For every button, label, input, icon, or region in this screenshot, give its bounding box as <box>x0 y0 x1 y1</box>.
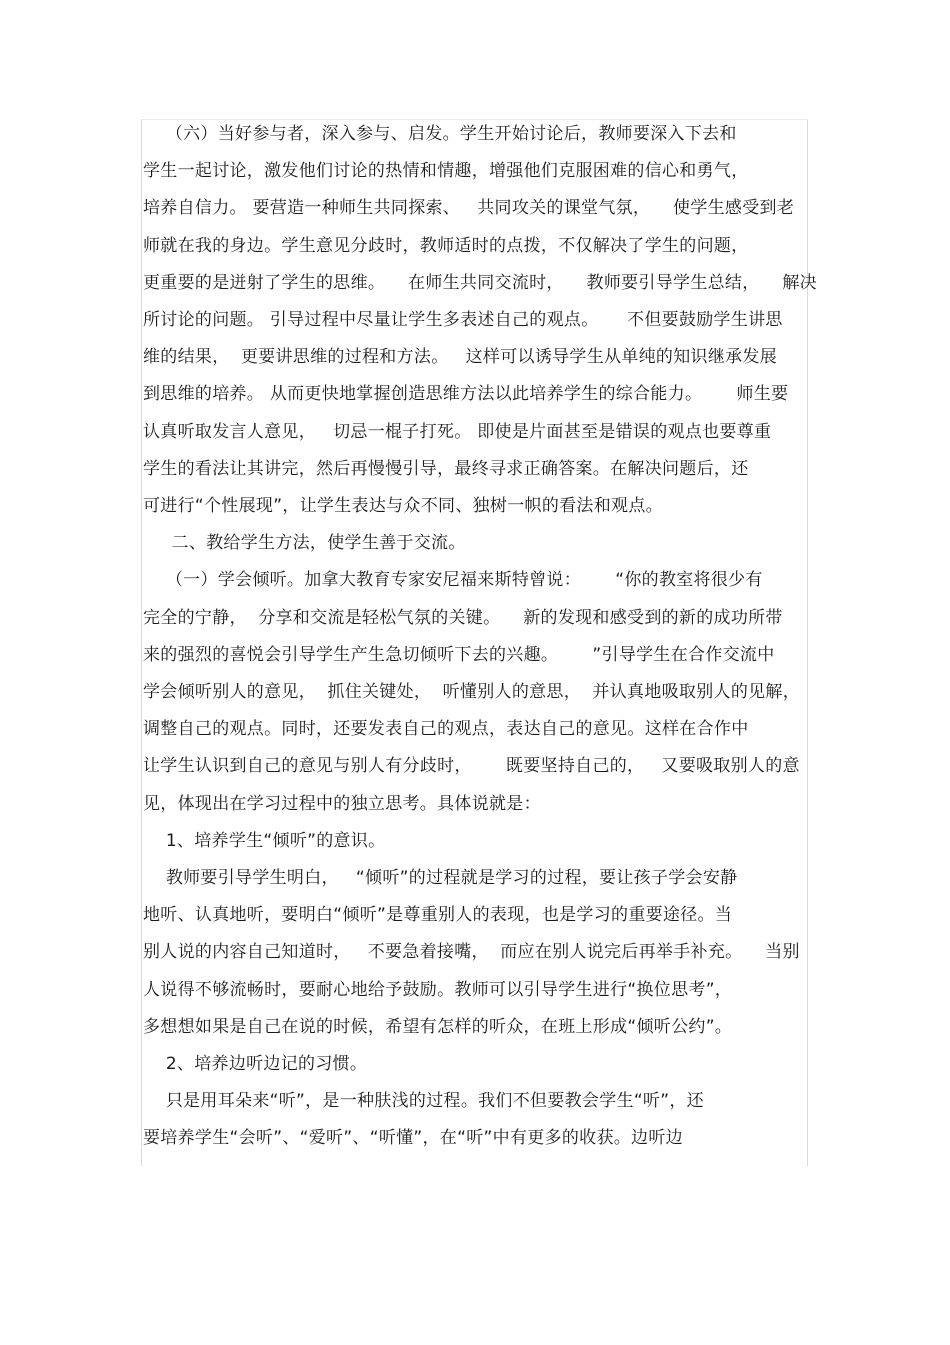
text-line: 学会倾听别人的意见， 抓住关键处， 听懂别人的意思， 并认真地吸取别人的见解， <box>143 682 801 702</box>
text-line: 所讨论的问题。 引导过程中尽量让学生多表述自己的观点。 不但要鼓励学生讲思 <box>143 310 783 330</box>
text-line: 调整自己的观点。同时，还要发表自己的观点，表达自己的意见。这样在合作中 <box>143 719 749 739</box>
text-line: 多想想如果是自己在说的时候，希望有怎样的听众，在班上形成“倾听公约”。 <box>143 1017 733 1037</box>
text-line: 认真听取发言人意见， 切忌一棍子打死。 即使是片面甚至是错误的观点也要尊重 <box>143 422 772 442</box>
text-line: 见，体现出在学习过程中的独立思考。具体说就是： <box>143 794 541 814</box>
text-line: 到思维的培养。 从而更快地掌握创造思维方法以此培养学生的综合能力。 师生要 <box>143 384 789 404</box>
text-line: 学生的看法让其讲完，然后再慢慢引导，最终寻求正确答案。在解决问题后，还 <box>143 459 749 479</box>
text-line: 2、培养边听边记的习惯。 <box>143 1054 368 1074</box>
text-line: 可进行“个性展现”，让学生表达与众不同、独树一帜的看法和观点。 <box>143 496 663 516</box>
text-line: 维的结果， 更要讲思维的过程和方法。 这样可以诱导学生从单纯的知识继承发展 <box>143 347 778 367</box>
text-line: 地听、认真地听，要明白“倾听”是尊重别人的表现，也是学习的重要途径。当 <box>143 905 733 925</box>
text-line: 学生一起讨论，激发他们讨论的热情和情趣，增强他们克服困难的信心和勇气， <box>143 161 749 181</box>
text-line: 教师要引导学生明白， “倾听”的过程就是学习的过程，要让孩子学会安静 <box>143 868 738 888</box>
text-line: 更重要的是迸射了学生的思维。 在师生共同交流时， 教师要引导学生总结， 解决 <box>143 273 817 293</box>
text-line: （一）学会倾听。加拿大教育专家安尼福来斯特曾说： “你的教室将很少有 <box>143 570 763 590</box>
text-line: 1、培养学生“倾听”的意识。 <box>143 831 386 851</box>
text-line: 师就在我的身边。学生意见分歧时，教师适时的点拨，不仅解决了学生的问题， <box>143 236 749 256</box>
text-line: 人说得不够流畅时，要耐心地给予鼓励。教师可以引导学生进行“换位思考”， <box>143 980 733 1000</box>
text-line: 让学生认识到自己的意见与别人有分歧时， 既要坚持自己的， 又要吸取别人的意 <box>143 756 800 776</box>
text-line: 二、教给学生方法，使学生善于交流。 <box>143 533 466 553</box>
text-line: 培养自信力。 要营造一种师生共同探索、 共同攻关的课堂气氛， 使学生感受到老 <box>143 198 795 218</box>
text-line: 只是用耳朵来“听”，是一种肤浅的过程。我们不但要教会学生“听”，还 <box>143 1091 704 1111</box>
text-line: 别人说的内容自己知道时， 不要急着接嘴， 而应在别人说完后再举手补充。 当别 <box>143 942 800 962</box>
text-line: 要培养学生“会听”、“爱听”、“听懂”，在“听”中有更多的收获。边听边 <box>143 1128 683 1148</box>
text-line: （六）当好参与者，深入参与、启发。学生开始讨论后，教师要深入下去和 <box>143 124 737 144</box>
text-line: 完全的宁静， 分享和交流是轻松气氛的关键。 新的发现和感受到的新的成功所带 <box>143 608 783 628</box>
text-line: 来的强烈的喜悦会引导学生产生急切倾听下去的兴趣。 ”引导学生在合作交流中 <box>143 645 775 665</box>
